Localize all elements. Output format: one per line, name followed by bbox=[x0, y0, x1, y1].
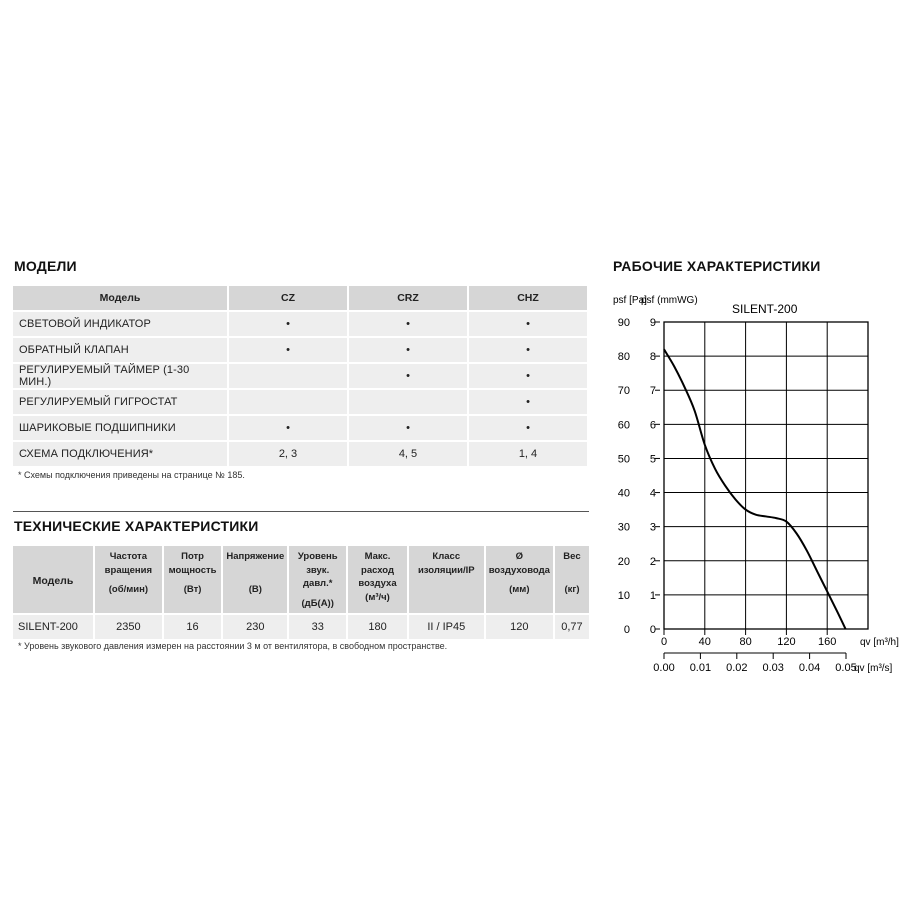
y-tick-label-right: 7 bbox=[649, 385, 656, 398]
feature-cell: • bbox=[348, 415, 468, 441]
feature-cell: 2, 3 bbox=[228, 441, 348, 466]
x-tick-label: 0 bbox=[660, 636, 668, 648]
specs-header-power bbox=[163, 546, 223, 614]
header-name: Ø воздуховода bbox=[488, 551, 550, 576]
table-row bbox=[13, 614, 589, 639]
y-tick-label-right: 9 bbox=[649, 317, 656, 329]
y-tick-label-right: 6 bbox=[649, 419, 656, 432]
y-tick-label: 20 bbox=[617, 555, 630, 568]
x-tick-label: 80 bbox=[739, 636, 752, 648]
specs-header-airflow bbox=[347, 546, 408, 614]
y-tick-label-right: 1 bbox=[649, 589, 656, 602]
feature-cell: • bbox=[228, 311, 348, 337]
feature-cell: • bbox=[228, 415, 348, 441]
x2-tick-label: 0.05 bbox=[835, 662, 857, 674]
y-tick-label-right: 8 bbox=[649, 351, 656, 364]
y-tick-label: 90 bbox=[617, 317, 630, 329]
specs-header-weight bbox=[554, 546, 589, 614]
feature-cell bbox=[228, 389, 348, 415]
specs-header-model: Модель bbox=[13, 546, 94, 614]
feature-cell bbox=[228, 363, 348, 389]
models-header-crz: CRZ bbox=[348, 286, 468, 311]
header-unit: (кг) bbox=[564, 583, 580, 595]
table-row bbox=[13, 415, 587, 441]
header-name: Уровень звук. давл.* bbox=[297, 551, 338, 589]
x-tick-label: 40 bbox=[698, 636, 711, 648]
spec-cell: 16 bbox=[163, 614, 223, 639]
feature-label: РЕГУЛИРУЕМЫЙ ГИГРОСТАТ bbox=[13, 389, 228, 415]
feature-cell: • bbox=[468, 389, 587, 415]
section-divider bbox=[13, 511, 589, 512]
feature-label: ОБРАТНЫЙ КЛАПАН bbox=[13, 337, 228, 363]
header-unit: (В) bbox=[248, 583, 262, 595]
feature-label: СХЕМА ПОДКЛЮЧЕНИЯ* bbox=[13, 441, 228, 466]
header-unit: (дБ(А)) bbox=[301, 597, 334, 609]
header-name: Потр мощность bbox=[168, 551, 217, 576]
x2-axis-label: qv [m³/s] bbox=[854, 663, 893, 674]
y-tick-label: 0 bbox=[623, 624, 630, 636]
header-name: Макс. расход воздуха bbox=[358, 551, 397, 589]
feature-label: РЕГУЛИРУЕМЫЙ ТАЙМЕР (1-30 МИН.) bbox=[13, 363, 228, 389]
header-unit: (м³/ч) bbox=[365, 591, 390, 603]
feature-cell: 1, 4 bbox=[468, 441, 587, 466]
y-tick-label: 10 bbox=[617, 589, 630, 602]
table-row bbox=[13, 337, 587, 363]
specs-title: ТЕХНИЧЕСКИЕ ХАРАКТЕРИСТИКИ bbox=[14, 518, 259, 534]
table-row bbox=[13, 441, 587, 466]
chart-title: SILENT-200 bbox=[732, 302, 798, 316]
spec-cell: 180 bbox=[347, 614, 408, 639]
specs-header-noise bbox=[288, 546, 347, 614]
y-tick-label-right: 4 bbox=[649, 487, 656, 500]
y-tick-label: 30 bbox=[617, 521, 630, 534]
specs-header-row bbox=[13, 546, 589, 614]
feature-cell bbox=[348, 389, 468, 415]
y-tick-label-right: 0 bbox=[649, 624, 656, 636]
y-tick-label: 80 bbox=[617, 351, 630, 364]
spec-cell: 0,77 bbox=[554, 614, 589, 639]
header-unit: (мм) bbox=[509, 584, 530, 595]
y-tick-label: 60 bbox=[617, 419, 630, 432]
models-header-row bbox=[13, 286, 587, 311]
header-name: Частота вращения bbox=[104, 551, 153, 576]
y-tick-label: 70 bbox=[617, 385, 630, 398]
models-header-cz: CZ bbox=[228, 286, 348, 311]
x-axis-label: qv [m³/h] bbox=[860, 637, 899, 648]
feature-cell: • bbox=[348, 337, 468, 363]
feature-label: ШАРИКОВЫЕ ПОДШИПНИКИ bbox=[13, 415, 228, 441]
spec-cell: 230 bbox=[222, 614, 288, 639]
feature-label: СВЕТОВОЙ ИНДИКАТОР bbox=[13, 311, 228, 337]
plot-frame bbox=[664, 322, 868, 629]
feature-cell: • bbox=[228, 337, 348, 363]
specs-header-voltage bbox=[222, 546, 288, 614]
y-tick-label: 40 bbox=[617, 487, 630, 500]
models-header-model: Модель bbox=[13, 286, 228, 311]
y-tick-label-right: 3 bbox=[649, 521, 656, 534]
x2-tick-label: 0.04 bbox=[798, 662, 821, 674]
series-line bbox=[664, 349, 846, 629]
feature-cell: • bbox=[468, 363, 587, 389]
table-row bbox=[13, 311, 587, 337]
y-axis-label-right: psf (mmWG) bbox=[641, 295, 698, 306]
x2-tick-label: 0.02 bbox=[726, 662, 748, 674]
models-footnote: * Схемы подключения приведены на странице № 185. bbox=[18, 470, 245, 480]
header-unit: (об/мин) bbox=[108, 584, 148, 595]
specs-header-duct bbox=[485, 546, 554, 614]
models-table bbox=[13, 286, 587, 466]
specs-table bbox=[13, 546, 589, 639]
performance-chart bbox=[600, 280, 922, 680]
header-name: Класс изоляции/IP bbox=[417, 551, 475, 576]
header-name: Вес bbox=[563, 551, 581, 562]
y-tick-label-right: 5 bbox=[649, 453, 656, 466]
feature-cell: • bbox=[468, 311, 587, 337]
y-axis-label-left: psf [Pa] bbox=[613, 295, 647, 306]
spec-cell: 33 bbox=[288, 614, 347, 639]
x2-tick-label: 0.00 bbox=[653, 662, 675, 674]
feature-cell: • bbox=[468, 337, 587, 363]
spec-cell: SILENT-200 bbox=[13, 614, 94, 639]
specs-footnote: * Уровень звукового давления измерен на расстоянии 3 м от вентилятора, в свободном пространстве. bbox=[18, 641, 448, 651]
table-row bbox=[13, 389, 587, 415]
models-title: МОДЕЛИ bbox=[14, 258, 77, 274]
feature-cell: • bbox=[348, 363, 468, 389]
specs-header-speed bbox=[94, 546, 163, 614]
x-tick-label: 120 bbox=[777, 636, 796, 648]
y-tick-label: 50 bbox=[617, 453, 630, 466]
y-tick-label-right: 2 bbox=[649, 555, 656, 568]
spec-cell: 120 bbox=[485, 614, 554, 639]
spec-cell: II / IP45 bbox=[408, 614, 485, 639]
x2-tick-label: 0.01 bbox=[689, 662, 712, 674]
x-tick-label: 160 bbox=[818, 636, 837, 648]
specs-header-insulation bbox=[408, 546, 485, 614]
performance-title: РАБОЧИЕ ХАРАКТЕРИСТИКИ bbox=[613, 258, 821, 274]
spec-cell: 2350 bbox=[94, 614, 163, 639]
feature-cell: • bbox=[348, 311, 468, 337]
x2-tick-label: 0.03 bbox=[762, 662, 784, 674]
header-unit: (Вт) bbox=[183, 584, 202, 595]
models-header-chz: CHZ bbox=[468, 286, 587, 311]
header-name: Напряжение bbox=[226, 551, 285, 562]
feature-cell: 4, 5 bbox=[348, 441, 468, 466]
table-row bbox=[13, 363, 587, 389]
feature-cell: • bbox=[468, 415, 587, 441]
